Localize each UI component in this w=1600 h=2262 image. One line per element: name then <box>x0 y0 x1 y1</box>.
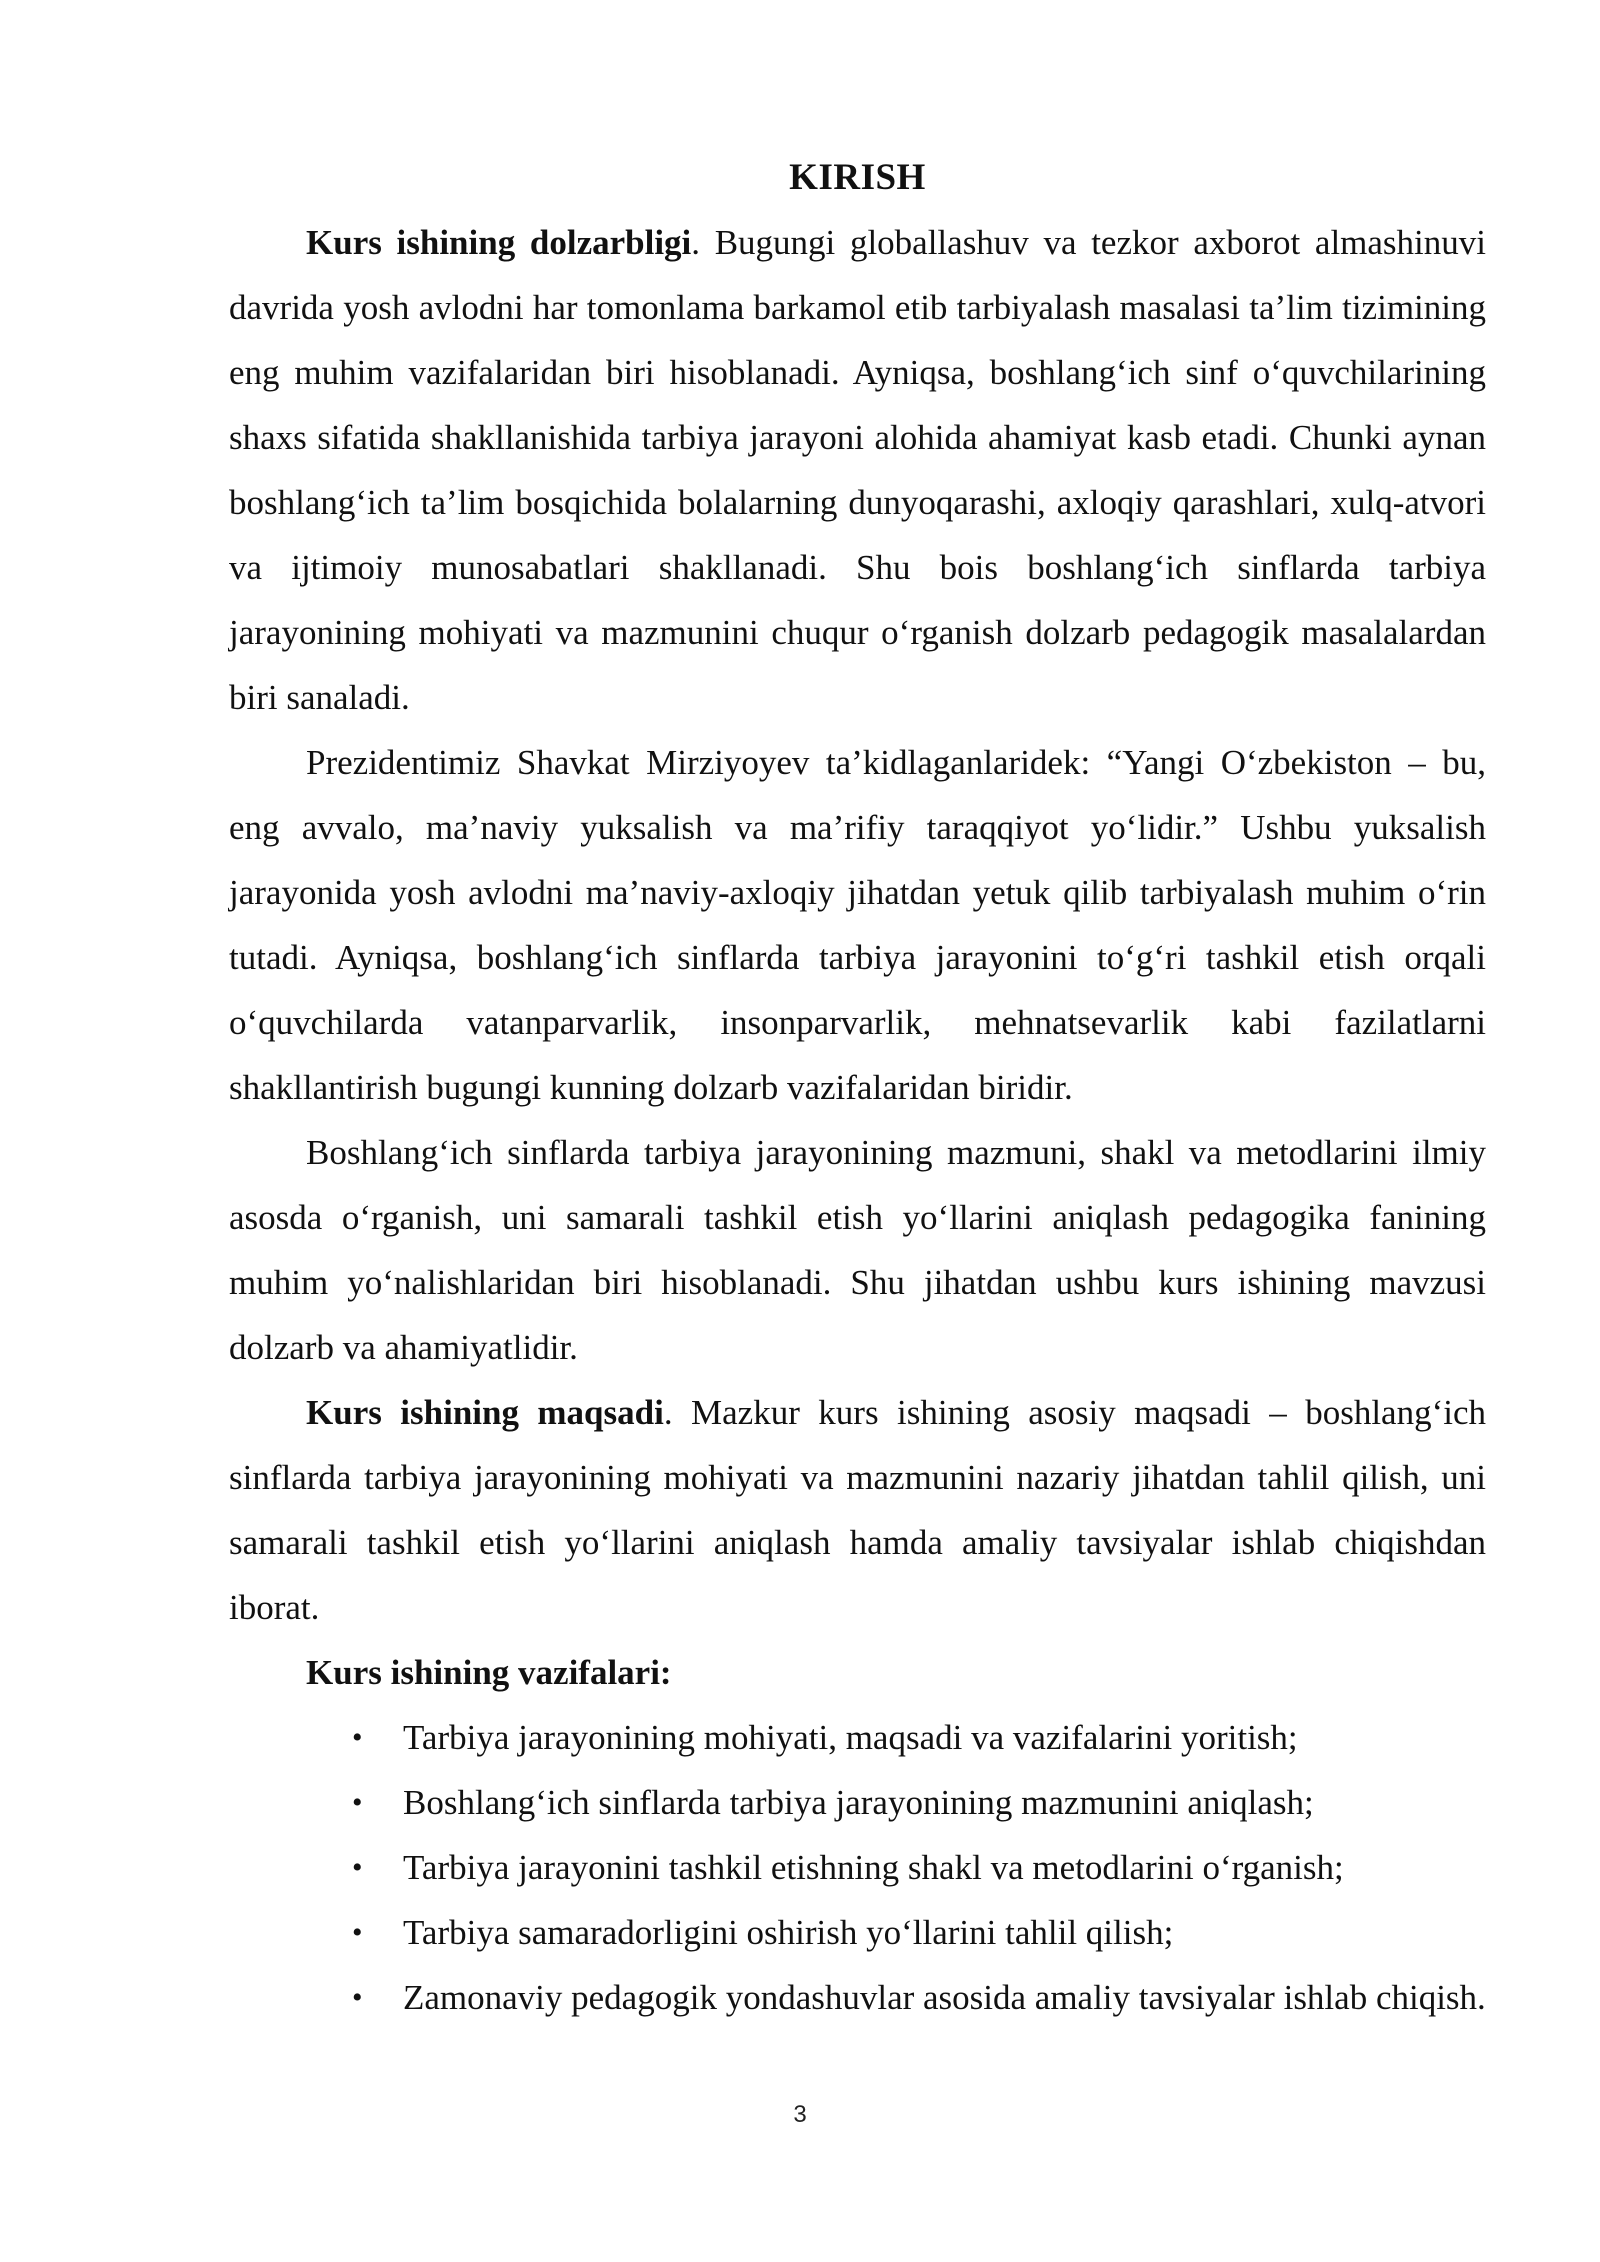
page-number: 3 <box>793 2101 807 2128</box>
scientific-basis-paragraph: Boshlang‘ich sinflarda tarbiya jarayonining mazmuni, shakl va metodlarini ilmiy asosda o‘rganish, uni samarali tashkil etish yo‘llarini aniqlash pedagogika fanining muhim yo‘nalishlaridan biri hisoblanadi. Shu jihatdan ushbu kurs ishining mavzusi dolzarb va ahamiyatlidir. <box>229 1133 1486 1367</box>
tasks-list <box>229 1705 1486 2030</box>
relevance-paragraph <box>229 210 1486 730</box>
goal-lead: Kurs ishining maqsadi <box>306 1393 664 1432</box>
bullet-icon: • <box>352 1916 363 1949</box>
task-item <box>229 1770 1486 1835</box>
section-title: KIRISH <box>789 157 926 198</box>
goal-paragraph <box>229 1380 1486 1640</box>
bullet-icon: • <box>352 1851 363 1884</box>
task-item <box>229 1965 1486 2030</box>
document-page <box>229 145 1486 2030</box>
task-text: Tarbiya jarayonini tashkil etishning shakl va metodlarini o‘rganish; <box>403 1848 1344 1887</box>
relevance-text: . Bugungi globallashuv va tezkor axborot almashinuvi davrida yosh avlodni har tomonlama barkamol etib tarbiyalash masalasi ta’lim tizimining eng muhim vazifalaridan biri hisoblanadi. Ayniqsa, boshlang‘ich sinf o‘quvchilarining shaxs sifatida shakllanishida tarbiya jarayoni alohida ahamiyat kasb etadi. Chunki aynan boshlang‘ich ta’lim bosqichida bolalarning dunyoqarashi, axloqiy qarashlari, xulq-atvori va ijtimoiy munosabatlari shakllanadi. Shu bois boshlang‘ich sinflarda tarbiya jarayonining mohiyati va mazmunini chuqur o‘rganish dolzarb pedagogik masalalardan biri sanaladi. <box>229 223 1486 717</box>
task-text: Zamonaviy pedagogik yondashuvlar asosida amaliy tavsiyalar ishlab chiqish. <box>403 1978 1486 2017</box>
task-text: Boshlang‘ich sinflarda tarbiya jarayonining mazmunini aniqlash; <box>403 1783 1314 1822</box>
task-item <box>229 1835 1486 1900</box>
president-quote-paragraph: Prezidentimiz Shavkat Mirziyoyev ta’kidlaganlaridek: “Yangi O‘zbekiston – bu, eng avvalo, ma’naviy yuksalish va ma’rifiy taraqqiyot yo‘lidir.” Ushbu yuksalish jarayonida yosh avlodni ma’naviy-axloqiy jihatdan yetuk qilib tarbiyalash muhim o‘rin tutadi. Ayniqsa, boshlang‘ich sinflarda tarbiya jarayonini to‘g‘ri tashkil etish orqali o‘quvchilarda vatanparvarlik, insonparvarlik, mehnatsevarlik kabi fazilatlarni shakllantirish bugungi kunning dolzarb vazifalaridan biridir. <box>229 743 1486 1107</box>
goal-text: . Mazkur kurs ishining asosiy maqsadi – boshlang‘ich sinflarda tarbiya jarayonining mohiyati va mazmunini nazariy jihatdan tahlil qilish, uni samarali tashkil etish yo‘llarini aniqlash hamda amaliy tavsiyalar ishlab chiqishdan iborat. <box>229 1393 1486 1627</box>
task-text: Tarbiya jarayonining mohiyati, maqsadi va vazifalarini yoritish; <box>403 1718 1298 1757</box>
bullet-icon: • <box>352 1721 363 1754</box>
task-item <box>229 1900 1486 1965</box>
task-item <box>229 1705 1486 1770</box>
bullet-icon: • <box>352 1786 363 1819</box>
bullet-icon: • <box>352 1981 363 2014</box>
relevance-lead: Kurs ishining dolzarbligi <box>306 223 692 262</box>
tasks-heading: Kurs ishining vazifalari: <box>306 1653 672 1692</box>
task-text: Tarbiya samaradorligini oshirish yo‘llarini tahlil qilish; <box>403 1913 1174 1952</box>
